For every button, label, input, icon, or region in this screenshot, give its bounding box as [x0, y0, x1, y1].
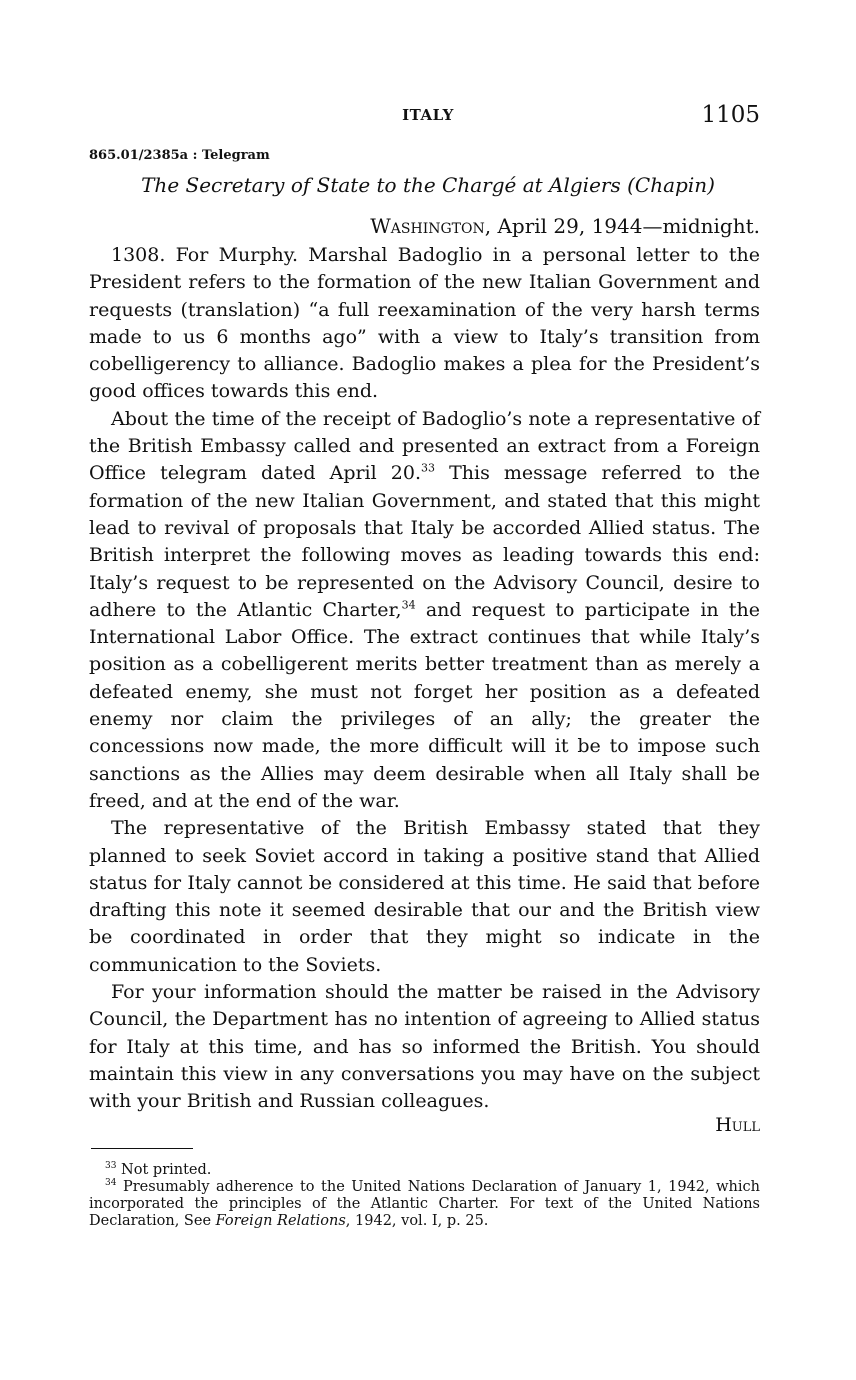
paragraph-2-part-b: This message referred to the formation of the new Italian Government, and stated that this might lead to revival of proposals that Italy be accorded Allied status. The British interpret the following moves as leading towards this end: Italy’s request to be represented on the Advisory Council, desire to adhere to the Atlantic Charter,: [89, 462, 761, 621]
paragraph-2-part-a: About the time of the receipt of Badoglio’s note a representative of the British Embassy called and presented an extract from a Foreign Office telegram dated April 20.: [89, 407, 760, 485]
paragraph-2: [89, 406, 760, 815]
footnote-ref-34: 34: [401, 598, 416, 612]
document-title: The Secretary of State to the Chargé at Algiers (Chapin): [141, 173, 715, 197]
telegram-body: [89, 242, 760, 1116]
footnote-marker: 33: [105, 1161, 117, 1172]
footnote-33: [89, 1162, 760, 1179]
paragraph-2-part-c: and request to participate in the International Labor Office. The extract continues that while Italy’s position as a cobelligerent merits better treatment than as merely a defeated enemy, she must not forget her position as a defeated enemy nor claim the privileges of an ally; the greater the concessions now made, the more difficult will it be to impose such sanctions as the Allies may deem desirable when all Italy shall be freed, and at the end of the war.: [89, 598, 760, 812]
paragraph-3: The representative of the British Embassy stated that they planned to seek Soviet accord in taking a positive stand that Allied status for Italy cannot be considered at this time. He said that before drafting this note it seemed desirable that our and the British view be coordinated in order that they might so indicate in the communication to the Soviets.: [89, 817, 760, 976]
footnote-text: , 1942, vol. I, p. 25.: [345, 1213, 489, 1229]
running-title: ITALY: [402, 106, 454, 124]
footnotes: [89, 1162, 760, 1230]
footnote-divider: [91, 1148, 193, 1149]
footnote-ref-33: 33: [421, 462, 436, 476]
paragraph-1: 1308. For Murphy. Marshal Badoglio in a personal letter to the President refers to the formation of the new Italian Government and requests (translation) “a full reexamination of the very harsh terms made to us 6 months ago” with a view to Italy’s transition from cobelligerency to alliance. Badoglio makes a plea for the President’s good offices towards this end.: [89, 244, 760, 403]
footnote-marker: 34: [105, 1178, 117, 1189]
paragraph-4: For your information should the matter be raised in the Advisory Council, the Department has no intention of agreeing to Allied status for Italy at this time, and has so informed the British. You should maintain this view in any conversations you may have on the subject with your British and Russian colleagues.: [89, 981, 760, 1113]
signature: Hull: [715, 1114, 760, 1136]
running-head: [0, 102, 856, 132]
footnote-34: [89, 1179, 760, 1230]
page-number: 1105: [701, 102, 760, 128]
dateline: [370, 214, 760, 238]
footnote-citation-title: Foreign Relations: [215, 1213, 346, 1229]
dateline-date: April 29, 1944—midnight.: [491, 214, 760, 238]
file-reference: 865.01/2385a : Telegram: [89, 148, 270, 163]
footnote-text: Not printed.: [116, 1162, 212, 1178]
footnote-text: Presumably adherence to the United Nations Declaration of January 1, 1942, which incorporated the principles of the Atlantic Charter. For text of the United Nations Declaration, See: [89, 1179, 760, 1229]
dateline-place: Washington,: [370, 214, 492, 238]
